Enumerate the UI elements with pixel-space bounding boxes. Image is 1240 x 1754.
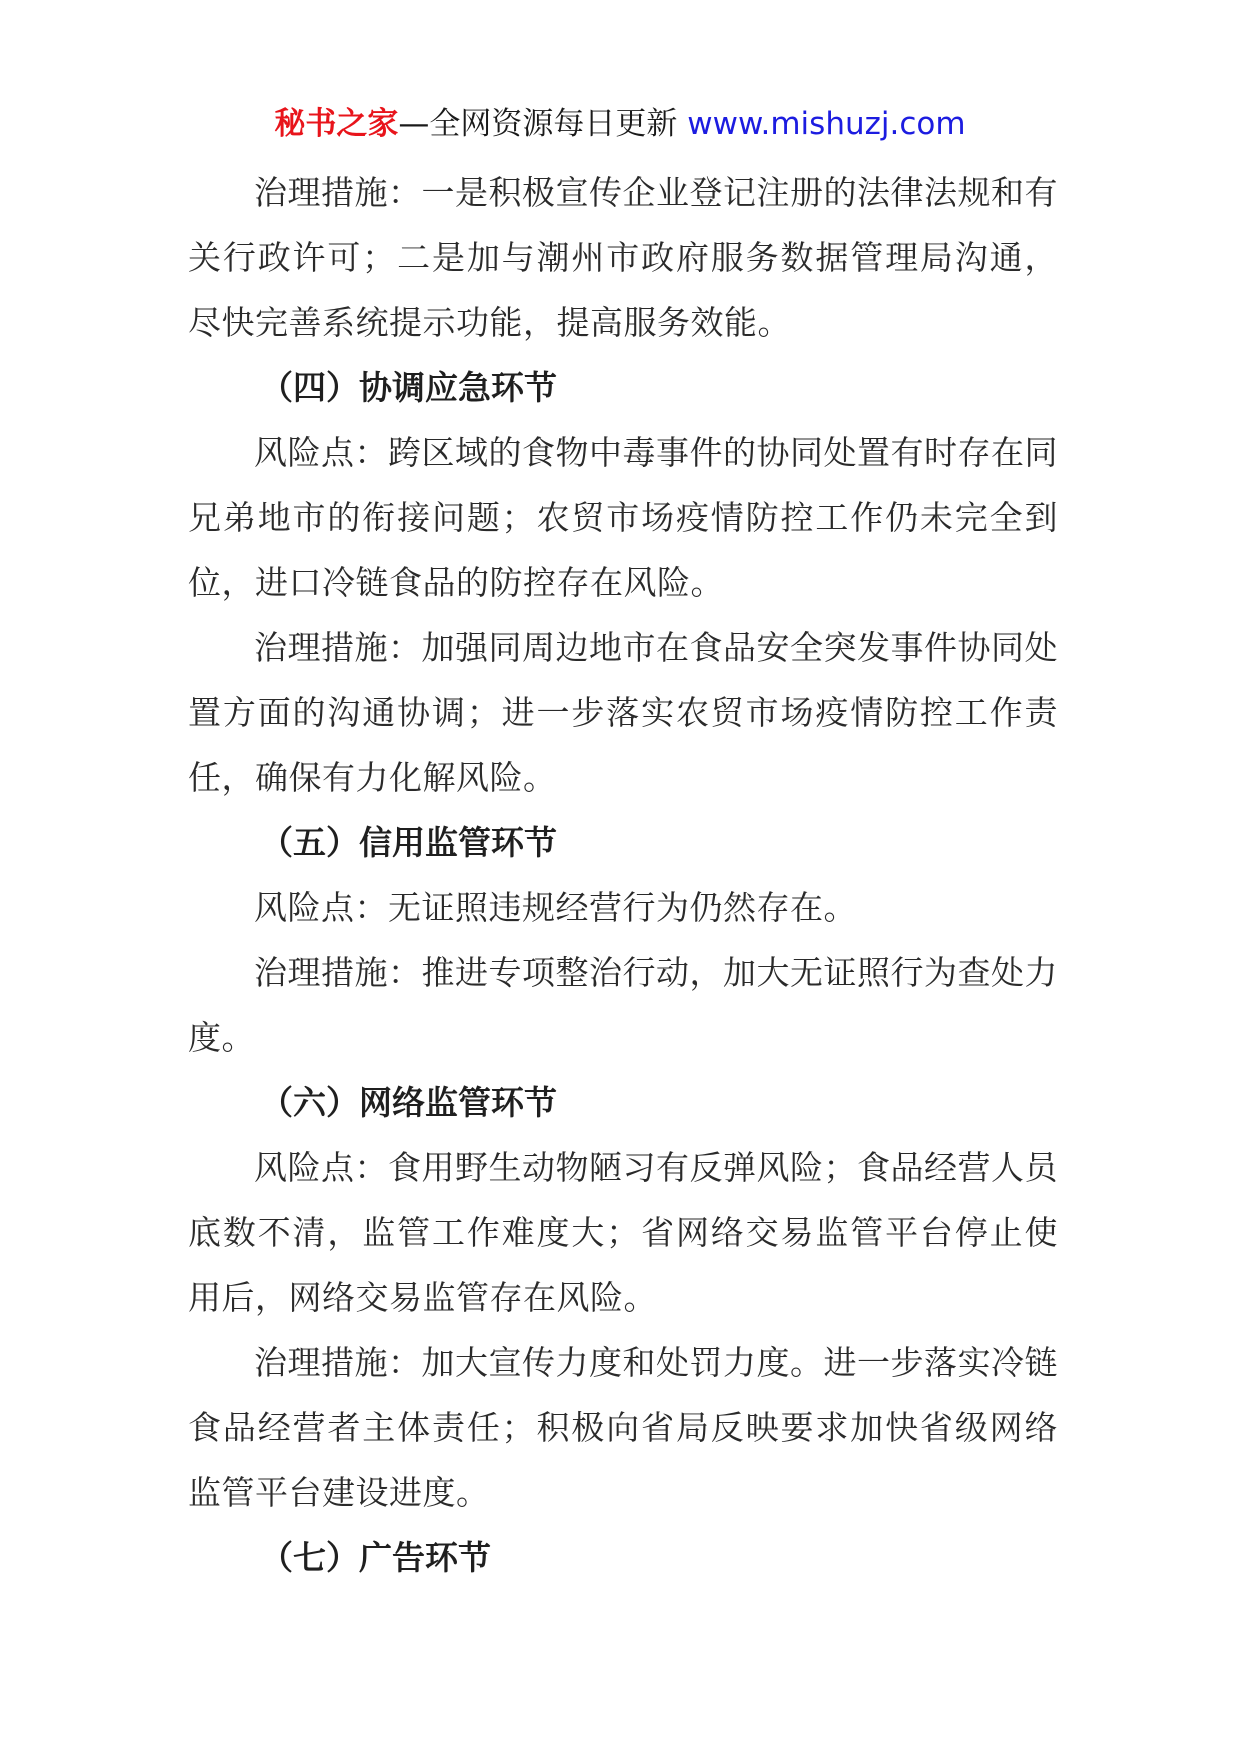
section-heading: （七）广告环节: [260, 1538, 491, 1577]
section-heading: （四）协调应急环节: [260, 368, 557, 407]
paragraph: 风险点：食用野生动物陋习有反弹风险；食品经营人员底数不清，监管工作难度大；省网络交易监管平台停止使用后，网络交易监管存在风险。: [188, 1148, 1058, 1317]
site-url-link[interactable]: www.mishuzj.com: [687, 106, 966, 142]
header-slogan: —全网资源每日更新: [398, 106, 688, 142]
paragraph: 治理措施：加强同周边地市在食品安全突发事件协同处置方面的沟通协调；进一步落实农贸市场疫情防控工作责任，确保有力化解风险。: [188, 628, 1058, 797]
paragraph: 风险点：跨区域的食物中毒事件的协同处置有时存在同兄弟地市的衔接问题；农贸市场疫情防控工作仍未完全到位，进口冷链食品的防控存在风险。: [188, 433, 1058, 602]
paragraph: 风险点：无证照违规经营行为仍然存在。: [254, 888, 857, 927]
paragraph: 治理措施：推进专项整治行动，加大无证照行为查处力度。: [188, 953, 1058, 1057]
paragraph: 治理措施：加大宣传力度和处罚力度。进一步落实冷链食品经营者主体责任；积极向省局反映要求加快省级网络监管平台建设进度。: [188, 1343, 1058, 1512]
section-heading: （六）网络监管环节: [260, 1083, 557, 1122]
document-body: [188, 160, 1058, 1590]
brand-name: 秘书之家: [274, 106, 399, 142]
section-heading: （五）信用监管环节: [260, 823, 557, 862]
paragraph: 治理措施：一是积极宣传企业登记注册的法律法规和有关行政许可；二是加与潮州市政府服务数据管理局沟通，尽快完善系统提示功能，提高服务效能。: [188, 173, 1058, 342]
site-header: [0, 102, 1240, 146]
